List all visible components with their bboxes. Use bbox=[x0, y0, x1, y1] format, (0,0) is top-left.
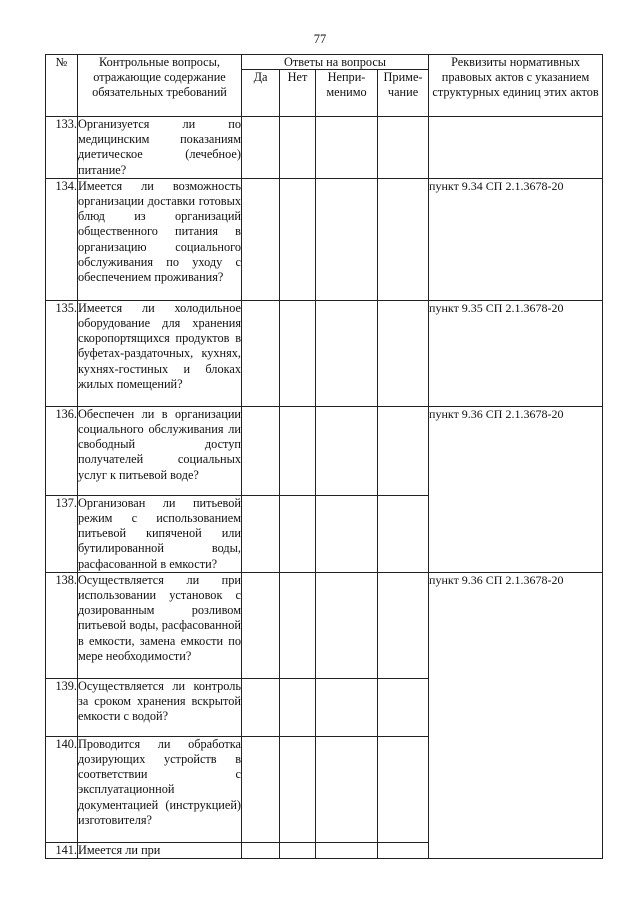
answer-note-cell[interactable] bbox=[378, 495, 429, 572]
table-row bbox=[46, 117, 603, 179]
table-row bbox=[46, 572, 603, 678]
answer-yes-cell[interactable] bbox=[242, 736, 280, 842]
answer-no-cell[interactable] bbox=[280, 117, 316, 179]
answer-note-cell[interactable] bbox=[378, 117, 429, 179]
header-answers-group: Ответы на вопросы bbox=[242, 55, 429, 70]
row-question: Организован ли питьевой режим с использованием питьевой кипяченой или бутилированной воды, расфасованной в емкости? bbox=[78, 495, 241, 571]
header-question: Контрольные вопросы, отражающие содержание обязательных требований bbox=[78, 55, 242, 117]
header-answer-yes: Да bbox=[242, 70, 280, 117]
table-row bbox=[46, 300, 603, 406]
row-requisite: пункт 9.34 СП 2.1.3678-20 bbox=[429, 178, 603, 300]
answer-yes-cell[interactable] bbox=[242, 178, 280, 300]
answer-not-applicable-cell[interactable] bbox=[316, 300, 378, 406]
header-requisites: Реквизиты нормативных правовых актов с указанием структурных единиц этих актов bbox=[429, 55, 603, 117]
row-question: Организуется ли по медицинским показаниям диетическое (лечебное) питание? bbox=[78, 117, 241, 177]
row-number: 139. bbox=[46, 678, 78, 736]
answer-note-cell[interactable] bbox=[378, 300, 429, 406]
row-number: 140. bbox=[46, 736, 78, 842]
table-row bbox=[46, 178, 603, 300]
row-number: 136. bbox=[46, 406, 78, 495]
answer-note-cell[interactable] bbox=[378, 842, 429, 858]
row-question: Проводится ли обработка дозирующих устройств в соответствии с эксплуатационной документацией (инструкцией) изготовителя? bbox=[78, 736, 242, 842]
row-question: Имеется ли возможность организации доставки готовых блюд из организаций общественного питания в организацию социального обслуживания по уходу с обеспечением проживания? bbox=[78, 178, 242, 300]
answer-note-cell[interactable] bbox=[378, 572, 429, 678]
answer-not-applicable-cell[interactable] bbox=[316, 178, 378, 300]
row-question: Имеется ли при bbox=[78, 842, 242, 858]
answer-yes-cell[interactable] bbox=[242, 117, 280, 179]
answer-yes-cell[interactable] bbox=[242, 842, 280, 858]
row-number: 138. bbox=[46, 572, 78, 678]
header-number: № bbox=[46, 55, 78, 117]
header-answer-note: Приме-чание bbox=[378, 70, 429, 117]
answer-no-cell[interactable] bbox=[280, 736, 316, 842]
answer-no-cell[interactable] bbox=[280, 178, 316, 300]
answer-note-cell[interactable] bbox=[378, 406, 429, 495]
row-number: 137. bbox=[46, 495, 78, 572]
row-requisite: пункт 9.36 СП 2.1.3678-20 bbox=[429, 572, 603, 858]
answer-no-cell[interactable] bbox=[280, 300, 316, 406]
answer-not-applicable-cell[interactable] bbox=[316, 736, 378, 842]
row-number: 141. bbox=[46, 842, 78, 858]
checklist-table bbox=[45, 54, 603, 859]
page-number: 77 bbox=[313, 32, 327, 46]
answer-yes-cell[interactable] bbox=[242, 495, 280, 572]
answer-yes-cell[interactable] bbox=[242, 678, 280, 736]
row-number: 135. bbox=[46, 300, 78, 406]
answer-not-applicable-cell[interactable] bbox=[316, 842, 378, 858]
answer-not-applicable-cell[interactable] bbox=[316, 572, 378, 678]
answer-not-applicable-cell[interactable] bbox=[316, 117, 378, 179]
answer-note-cell[interactable] bbox=[378, 678, 429, 736]
answer-yes-cell[interactable] bbox=[242, 300, 280, 406]
answer-yes-cell[interactable] bbox=[242, 406, 280, 495]
row-number: 133. bbox=[46, 117, 78, 179]
answer-not-applicable-cell[interactable] bbox=[316, 678, 378, 736]
answer-no-cell[interactable] bbox=[280, 678, 316, 736]
answer-note-cell[interactable] bbox=[378, 736, 429, 842]
answer-no-cell[interactable] bbox=[280, 495, 316, 572]
answer-no-cell[interactable] bbox=[280, 842, 316, 858]
answer-no-cell[interactable] bbox=[280, 406, 316, 495]
row-question: Имеется ли холодильное оборудование для хранения скоропортящихся продуктов в буфетах-раздаточных, кухнях, кухнях-гостиных и блоках жилых помещений? bbox=[78, 300, 242, 406]
row-requisite: пункт 9.36 СП 2.1.3678-20 bbox=[429, 406, 603, 572]
answer-not-applicable-cell[interactable] bbox=[316, 495, 378, 572]
answer-not-applicable-cell[interactable] bbox=[316, 406, 378, 495]
table-row bbox=[46, 406, 603, 495]
header-answer-no: Нет bbox=[280, 70, 316, 117]
row-question: Осуществляется ли при использовании установок с дозированным розливом питьевой воды, расфасованной в емкости, замена емкости по мере необходимости? bbox=[78, 572, 242, 678]
header-answer-not-applicable: Непри-менимо bbox=[316, 70, 378, 117]
answer-note-cell[interactable] bbox=[378, 178, 429, 300]
row-requisite bbox=[429, 117, 603, 179]
answer-yes-cell[interactable] bbox=[242, 572, 280, 678]
row-question: Обеспечен ли в организации социального обслуживания ли свободный доступ получателей социальных услуг к питьевой воде? bbox=[78, 406, 242, 495]
row-number: 134. bbox=[46, 178, 78, 300]
row-requisite: пункт 9.35 СП 2.1.3678-20 bbox=[429, 300, 603, 406]
row-question: Осуществляется ли контроль за сроком хранения вскрытой емкости с водой? bbox=[78, 678, 242, 736]
answer-no-cell[interactable] bbox=[280, 572, 316, 678]
